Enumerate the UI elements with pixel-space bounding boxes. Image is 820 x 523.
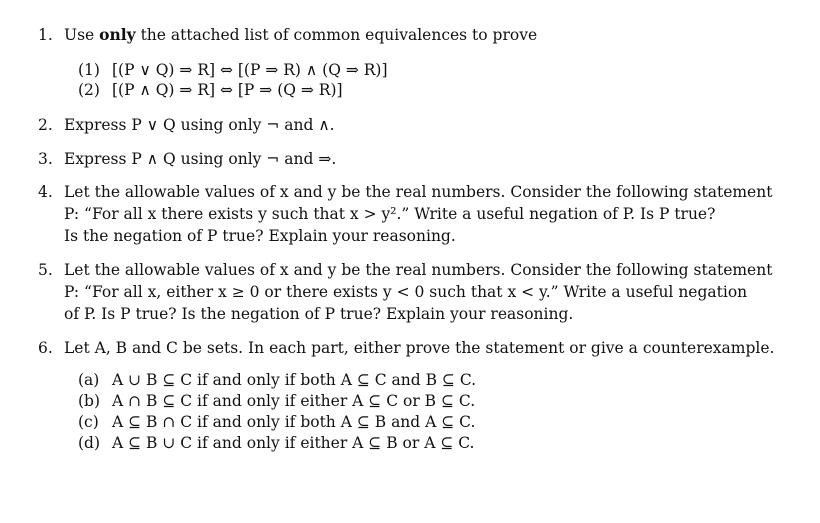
- part-label: (1): [78, 61, 100, 79]
- problem-1-part-1: [78, 60, 388, 81]
- problem-number: 6.: [38, 339, 53, 357]
- part-label: (b): [78, 392, 101, 410]
- problem-number: 3.: [38, 150, 53, 168]
- problem-4: [38, 181, 798, 247]
- part-text: A ⊆ B ∪ C if and only if either A ⊆ B or A ⊆ C.: [112, 434, 475, 452]
- problem-6-part-c: [78, 412, 475, 433]
- problem-text: P: “For all x there exists y such that x > y².” Write a useful negation of P. Is P true?: [64, 205, 716, 223]
- problem-number: 1.: [38, 26, 53, 44]
- problem-text: Let A, B and C be sets. In each part, either prove the statement or give a counterexample.: [64, 339, 775, 357]
- problem-text: P: “For all x, either x ≥ 0 or there exists y < 0 such that x < y.” Write a useful negation: [64, 283, 748, 301]
- problem-text: Is the negation of P true? Explain your reasoning.: [64, 227, 456, 245]
- problem-text: Let the allowable values of x and y be the real numbers. Consider the following statement: [64, 183, 773, 201]
- problem-text: Express P ∨ Q using only ¬ and ∧.: [64, 116, 335, 134]
- problem-text: [64, 24, 798, 46]
- part-text: [(P ∧ Q) ⇒ R] ⇔ [P ⇒ (Q ⇒ R)]: [112, 81, 343, 99]
- problem-text: Let the allowable values of x and y be the real numbers. Consider the following statement: [64, 261, 773, 279]
- problem-number: 4.: [38, 183, 53, 201]
- problem-6-part-d: [78, 433, 474, 454]
- problem-number: 2.: [38, 116, 53, 134]
- problem-5: [38, 259, 798, 325]
- problem-1-part-2: [78, 80, 343, 101]
- part-label: (d): [78, 434, 101, 452]
- part-text: [(P ∨ Q) ⇒ R] ⇔ [(P ⇒ R) ∧ (Q ⇒ R)]: [112, 61, 388, 79]
- problem-3: [38, 148, 798, 170]
- problem-number: 5.: [38, 261, 53, 279]
- problem-text: Express P ∧ Q using only ¬ and ⇒.: [64, 150, 337, 168]
- problem-6: [38, 337, 798, 359]
- problem-6-part-a: [78, 370, 476, 391]
- part-text: A ∩ B ⊆ C if and only if either A ⊆ C or B ⊆ C.: [112, 392, 476, 410]
- part-label: (2): [78, 81, 100, 99]
- problem-text: of P. Is P true? Is the negation of P true? Explain your reasoning.: [64, 305, 574, 323]
- problem-2: [38, 114, 798, 136]
- part-label: (c): [78, 413, 99, 431]
- part-text: A ∪ B ⊆ C if and only if both A ⊆ C and B ⊆ C.: [112, 371, 477, 389]
- emphasis-word: only: [99, 25, 136, 44]
- part-label: (a): [78, 371, 100, 389]
- problem-1-rendered: Use only the attached list of common equivalences to prove: [64, 25, 538, 44]
- problem-6-part-b: [78, 391, 475, 412]
- part-text: A ⊆ B ∩ C if and only if both A ⊆ B and A ⊆ C.: [112, 413, 476, 431]
- problem-1: [38, 24, 798, 46]
